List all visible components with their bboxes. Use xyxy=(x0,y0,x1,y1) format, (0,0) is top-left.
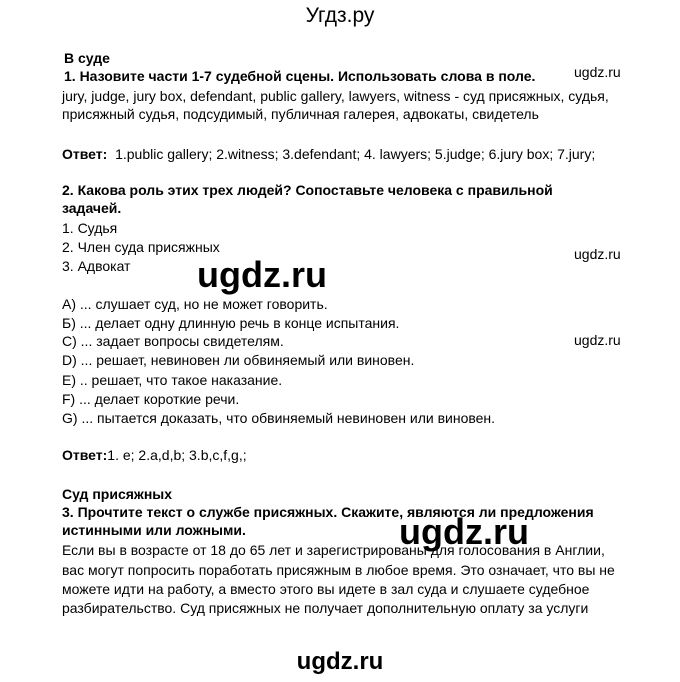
paragraph-line-2: вас могут попросить поработать присяжным в любое время. Это означает, что вы не xyxy=(62,562,615,578)
watermark-small: ugdz.ru xyxy=(574,246,621,262)
task-a: A) ... слушает суд, но не может говорить. xyxy=(62,296,328,312)
paragraph-line-1: Если вы в возрасте от 18 до 65 лет и зарегистрированы для голосования в Англии, xyxy=(62,542,605,558)
section-heading-jury: Суд присяжных xyxy=(62,486,173,502)
answer-label: Ответ: xyxy=(62,447,108,463)
answer-label: Ответ: xyxy=(62,146,108,162)
person-2: 2. Член суда присяжных xyxy=(62,239,220,255)
task-f: F) ... делает короткие речи. xyxy=(62,391,240,407)
words-line-2: присяжный судья, подсудимый, публичная галерея, адвокаты, свидетель xyxy=(62,106,539,122)
watermark-small: ugdz.ru xyxy=(574,64,621,80)
question-3-line-2: истинными или ложными. xyxy=(62,522,246,538)
answer-text: 1. e; 2.a,d,b; 3.b,c,f,g,; xyxy=(107,447,247,463)
question-1: 1. Назовите части 1-7 судебной сцены. Использовать слова в поле. xyxy=(64,68,536,84)
paragraph-line-3: можете идти на работу, а вместо этого вы идете в зал суда и слушаете судебное xyxy=(62,581,590,597)
answer-2 xyxy=(62,446,247,464)
watermark-big: ugdz.ru xyxy=(197,254,327,295)
page-title: Угдз.ру xyxy=(305,4,375,27)
words-line-1: jury, judge, jury box, defendant, public gallery, lawyers, witness - суд присяжных, судья, xyxy=(62,88,609,104)
person-1: 1. Судья xyxy=(62,220,118,236)
answer-text: 1.public gallery; 2.witness; 3.defendant; 4. lawyers; 5.judge; 6.jury box; 7.jury; xyxy=(115,146,596,162)
section-heading-in-court: В суде xyxy=(64,50,110,66)
question-3-line-1: 3. Прочтите текст о службе присяжных. Скажите, являются ли предложения xyxy=(62,504,594,520)
person-3: 3. Адвокат xyxy=(62,258,131,274)
answer-1 xyxy=(62,145,595,163)
paragraph-line-4: разбирательство. Суд присяжных не получает дополнительную оплату за услуги xyxy=(62,600,589,616)
question-2-line-1: 2. Какова роль этих трех людей? Сопоставьте человека с правильной xyxy=(62,182,553,198)
watermark-big: ugdz.ru xyxy=(399,511,529,552)
watermark-small: ugdz.ru xyxy=(574,332,621,348)
footer-watermark: ugdz.ru xyxy=(296,648,384,675)
task-b: Б) ... делает одну длинную речь в конце испытания. xyxy=(62,315,400,331)
question-2-line-2: задачей. xyxy=(62,200,122,216)
task-g: G) ... пытается доказать, что обвиняемый невиновен или виновен. xyxy=(62,410,496,426)
task-e: E) .. решает, что такое наказание. xyxy=(62,372,283,388)
task-d: D) ... решает, невиновен ли обвиняемый или виновен. xyxy=(62,352,415,368)
task-c: C) ... задает вопросы свидетелям. xyxy=(62,333,284,349)
